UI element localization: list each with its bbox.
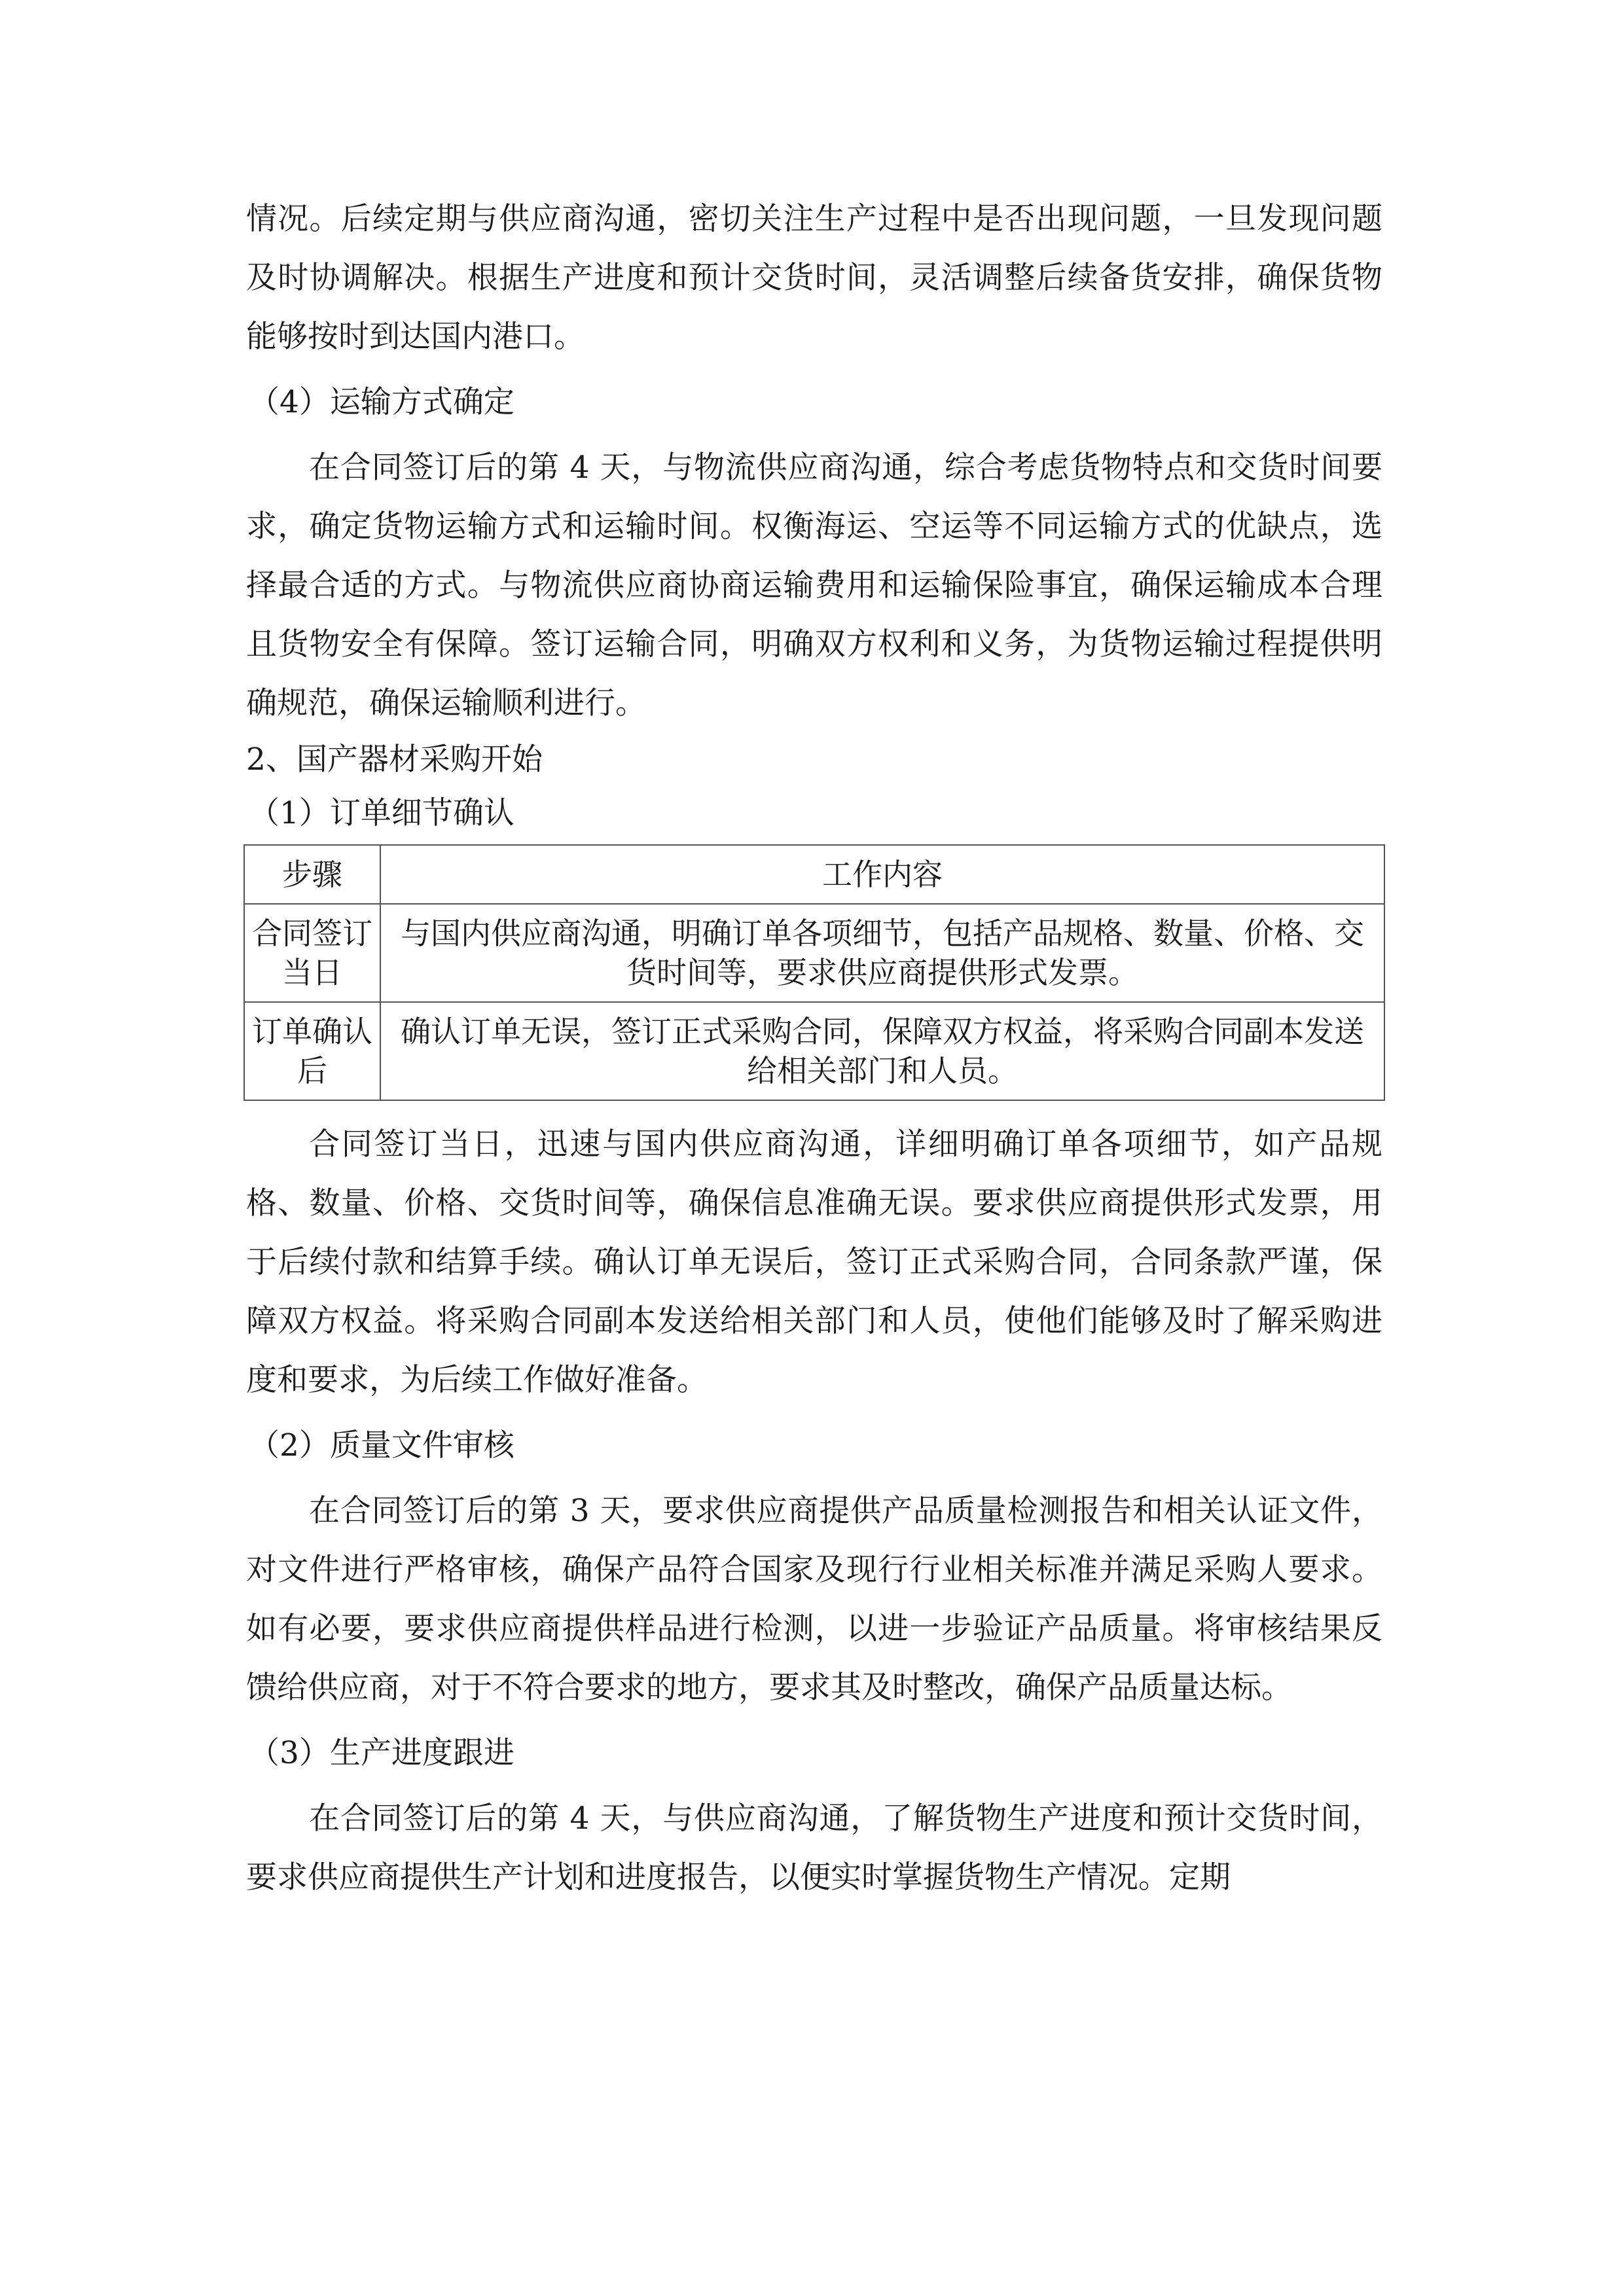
table-header-row bbox=[244, 845, 1384, 904]
section-heading-domestic-procurement: 2、国产器材采购开始 bbox=[246, 742, 543, 778]
spacer bbox=[246, 1783, 1382, 1789]
table-cell-step: 合同签订当日 bbox=[244, 904, 380, 1002]
document-body bbox=[246, 190, 1382, 1907]
paragraph-continued: 情况。后续定期与供应商沟通，密切关注生产过程中是否出现问题，一旦发现问题及时协调解决。根据生产进度和预计交货时间，灵活调整后续备货安排，确保货物能够按时到达国内港口。 bbox=[246, 201, 1382, 355]
section-heading-production-progress: （3）生产进度跟进 bbox=[249, 1735, 514, 1771]
order-steps-table bbox=[244, 844, 1385, 1101]
spacer bbox=[246, 1410, 1382, 1416]
table-cell-work: 与国内供应商沟通，明确订单各项细节，包括产品规格、数量、价格、交货时间等，要求供应商提供形式发票。 bbox=[380, 904, 1384, 1002]
paragraph-quality-review: 在合同签订后的第 3 天，要求供应商提供产品质量检测报告和相关认证文件，对文件进行严格审核，确保产品符合国家及现行行业相关标准并满足采购人要求。如有必要，要求供应商提供样品进行检测，以进一步验证产品质量。将审核结果反馈给供应商，对于不符合要求的地方，要求其及时整改，确保产品质量达标。 bbox=[246, 1493, 1382, 1706]
section-heading-quality-review: （2）质量文件审核 bbox=[249, 1427, 514, 1463]
section-heading-order-details: （1）订单细节确认 bbox=[249, 795, 514, 831]
paragraph-order-details: 合同签订当日，迅速与国内供应商沟通，详细明确订单各项细节，如产品规格、数量、价格、交货时间等，确保信息准确无误。要求供应商提供形式发票，用于后续付款和结算手续。确认订单无误后，签订正式采购合同，合同条款严谨，保障双方权益。将采购合同副本发送给相关部门和人员，使他们能够及时了解采购进度和要求，为后续工作做好准备。 bbox=[246, 1126, 1382, 1398]
table-cell-step: 订单确认后 bbox=[244, 1002, 380, 1100]
paragraph-transport: 在合同签订后的第 4 天，与物流供应商沟通，综合考虑货物特点和交货时间要求，确定货物运输方式和运输时间。权衡海运、空运等不同运输方式的优缺点，选择最合适的方式。与物流供应商协商运输费用和运输保险事宜，确保运输成本合理且货物安全有保障。签订运输合同，明确双方权利和义务，为货物运输过程提供明确规范，确保运输顺利进行。 bbox=[246, 450, 1382, 721]
table-header-step: 步骤 bbox=[244, 845, 380, 904]
spacer bbox=[246, 1717, 1382, 1724]
table-row bbox=[244, 904, 1384, 1002]
table-cell-work: 确认订单无误，签订正式采购合同，保障双方权益，将采购合同副本发送给相关部门和人员。 bbox=[380, 1002, 1384, 1100]
spacer bbox=[246, 1475, 1382, 1482]
spacer bbox=[246, 432, 1382, 439]
spacer bbox=[246, 367, 1382, 373]
section-heading-transport: （4）运输方式确定 bbox=[249, 384, 514, 420]
table-header-work: 工作内容 bbox=[380, 845, 1384, 904]
paragraph-production-progress: 在合同签订后的第 4 天，与供应商沟通，了解货物生产进度和预计交货时间，要求供应商提供生产计划和进度报告，以便实时掌握货物生产情况。定期 bbox=[246, 1801, 1382, 1895]
table-row bbox=[244, 1002, 1384, 1100]
